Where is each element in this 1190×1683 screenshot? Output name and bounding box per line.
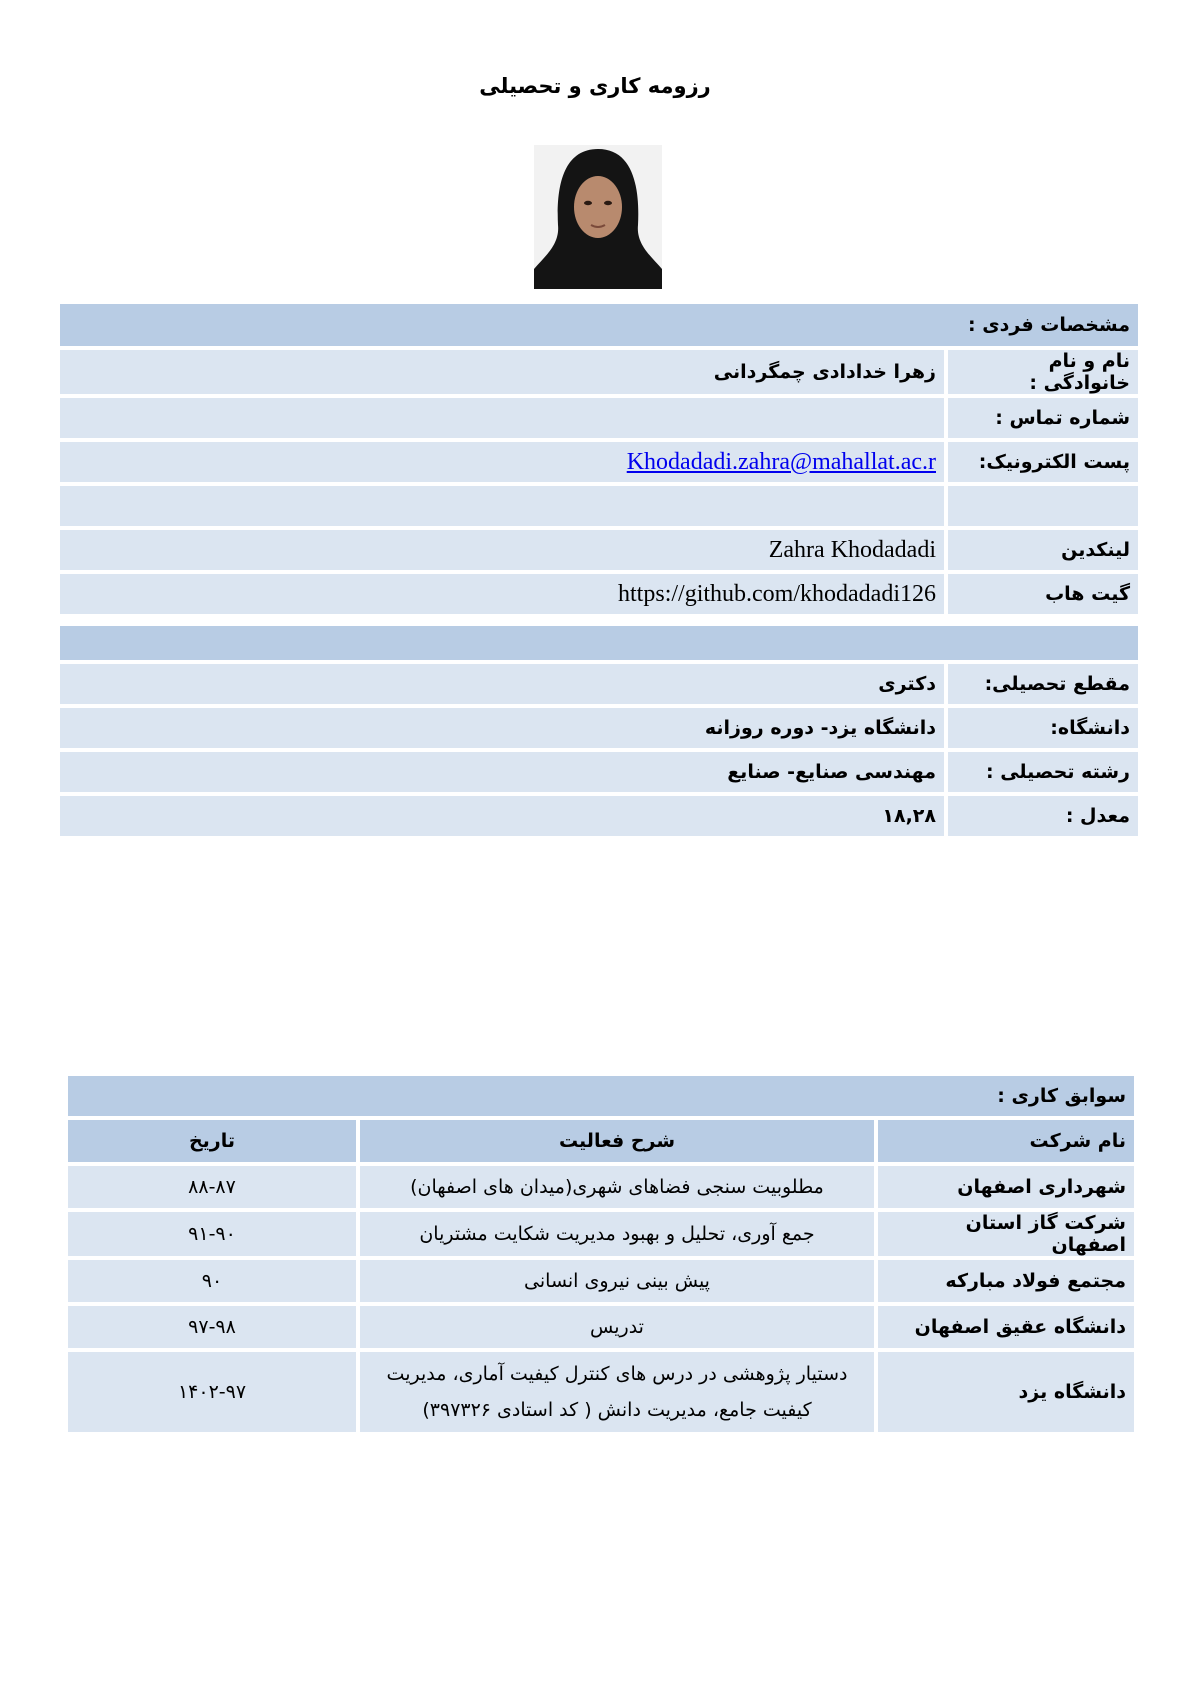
table-row bbox=[60, 796, 1138, 836]
email-label: پست الکترونیک: bbox=[948, 442, 1138, 482]
degree-value: دکتری bbox=[60, 664, 944, 704]
activity-date: ۹۷-۹۸ bbox=[68, 1306, 356, 1348]
gpa-value: ۱۸,۲۸ bbox=[60, 796, 944, 836]
table-row bbox=[60, 574, 1138, 614]
university-label: دانشگاه: bbox=[948, 708, 1138, 748]
university-value: دانشگاه یزد- دوره روزانه bbox=[60, 708, 944, 748]
table-row bbox=[60, 664, 1138, 704]
table-row bbox=[60, 442, 1138, 482]
education-table bbox=[56, 622, 1142, 840]
personal-info-header: مشخصات فردی : bbox=[60, 304, 1138, 346]
table-row bbox=[68, 1260, 1134, 1302]
date-column-header: تاریخ bbox=[68, 1120, 356, 1162]
table-row bbox=[68, 1306, 1134, 1348]
activity-description: دستیار پژوهشی در درس های کنترل کیفیت آماری، مدیریت کیفیت جامع، مدیریت دانش ( کد استادی ۳۹۷۳۲۶) bbox=[360, 1352, 874, 1432]
activity-date: ۱۴۰۲-۹۷ bbox=[68, 1352, 356, 1432]
email-link[interactable]: Khodadadi.zahra@mahallat.ac.r bbox=[626, 448, 936, 475]
activity-date: ۹۰ bbox=[68, 1260, 356, 1302]
company-name: مجتمع فولاد مبارکه bbox=[878, 1260, 1134, 1302]
table-row bbox=[60, 350, 1138, 394]
table-row bbox=[60, 530, 1138, 570]
empty-value bbox=[60, 486, 944, 526]
name-label: نام و نام خانوادگی : bbox=[948, 350, 1138, 394]
activity-date: ۸۸-۸۷ bbox=[68, 1166, 356, 1208]
profile-photo-graphic bbox=[534, 145, 662, 289]
company-name: دانشگاه عقیق اصفهان bbox=[878, 1306, 1134, 1348]
activity-date: ۹۱-۹۰ bbox=[68, 1212, 356, 1256]
major-value: مهندسی صنایع- صنایع bbox=[60, 752, 944, 792]
linkedin-label: لینکدین bbox=[948, 530, 1138, 570]
phone-label: شماره تماس : bbox=[948, 398, 1138, 438]
activity-column-header: شرح فعالیت bbox=[360, 1120, 874, 1162]
table-row bbox=[60, 398, 1138, 438]
gpa-label: معدل : bbox=[948, 796, 1138, 836]
name-value: زهرا خدادادی چمگردانی bbox=[60, 350, 944, 394]
major-label: رشته تحصیلی : bbox=[948, 752, 1138, 792]
github-label: گیت هاب bbox=[948, 574, 1138, 614]
github-value: https://github.com/khodadadi126 bbox=[60, 574, 944, 614]
table-row bbox=[68, 1352, 1134, 1432]
phone-value bbox=[60, 398, 944, 438]
degree-label: مقطع تحصیلی: bbox=[948, 664, 1138, 704]
company-name: دانشگاه یزد bbox=[878, 1352, 1134, 1432]
profile-photo bbox=[534, 145, 662, 289]
table-row bbox=[60, 486, 1138, 526]
work-experience-table bbox=[64, 1072, 1138, 1436]
activity-description: تدریس bbox=[360, 1306, 874, 1348]
activity-description: پیش بینی نیروی انسانی bbox=[360, 1260, 874, 1302]
work-experience-header: سوابق کاری : bbox=[68, 1076, 1134, 1116]
company-name: شرکت گاز استان اصفهان bbox=[878, 1212, 1134, 1256]
table-row bbox=[68, 1166, 1134, 1208]
activity-description: جمع آوری، تحلیل و بهبود مدیریت شکایت مشتریان bbox=[360, 1212, 874, 1256]
company-name: شهرداری اصفهان bbox=[878, 1166, 1134, 1208]
empty-label bbox=[948, 486, 1138, 526]
personal-info-table bbox=[56, 300, 1142, 618]
table-row bbox=[68, 1212, 1134, 1256]
activity-description: مطلوبیت سنجی فضاهای شهری(میدان های اصفهان) bbox=[360, 1166, 874, 1208]
linkedin-value: Zahra Khodadadi bbox=[60, 530, 944, 570]
education-header bbox=[60, 626, 1138, 660]
company-column-header: نام شرکت bbox=[878, 1120, 1134, 1162]
table-row bbox=[60, 752, 1138, 792]
page-title: رزومه کاری و تحصیلی bbox=[479, 74, 711, 98]
table-row bbox=[60, 708, 1138, 748]
